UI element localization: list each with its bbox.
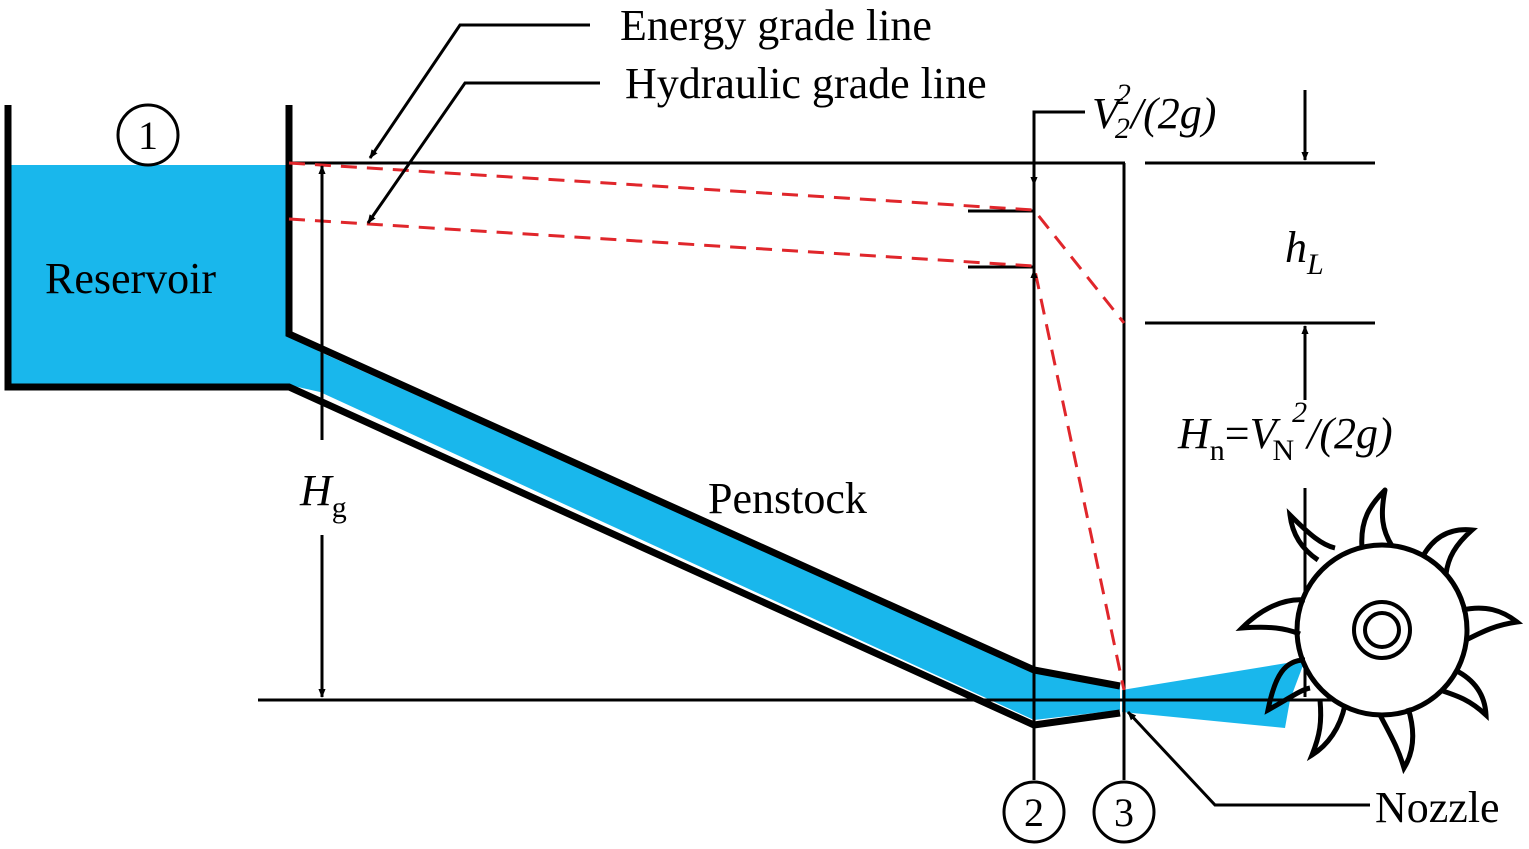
nozzle-label: Nozzle xyxy=(1375,783,1500,832)
energy-grade-line xyxy=(289,163,1124,323)
penstock-label: Penstock xyxy=(708,474,867,523)
station-3-label: 3 xyxy=(1114,790,1134,835)
gross-head-label: $H_g$ xyxy=(300,466,347,524)
hydraulic-grade-line xyxy=(289,219,1124,690)
hydraulic-grade-line-label: Hydraulic grade line xyxy=(625,59,987,108)
energy-grade-line-label: Energy grade line xyxy=(620,1,932,50)
v2-leader xyxy=(1034,112,1085,185)
velocity-head-label: V22/(2g) xyxy=(1092,78,1217,145)
station-1-label: 1 xyxy=(138,113,158,158)
water-jet xyxy=(1122,660,1305,728)
hgl-leader xyxy=(368,83,600,223)
head-loss-label: $h_L$ xyxy=(1285,223,1324,281)
reservoir-label: Reservoir xyxy=(45,254,217,303)
station-2-label: 2 xyxy=(1024,790,1044,835)
nozzle-leader xyxy=(1128,712,1370,805)
net-head-label: $H_n=VN2/(2g)$ xyxy=(1178,396,1393,467)
egl-leader xyxy=(370,25,590,158)
